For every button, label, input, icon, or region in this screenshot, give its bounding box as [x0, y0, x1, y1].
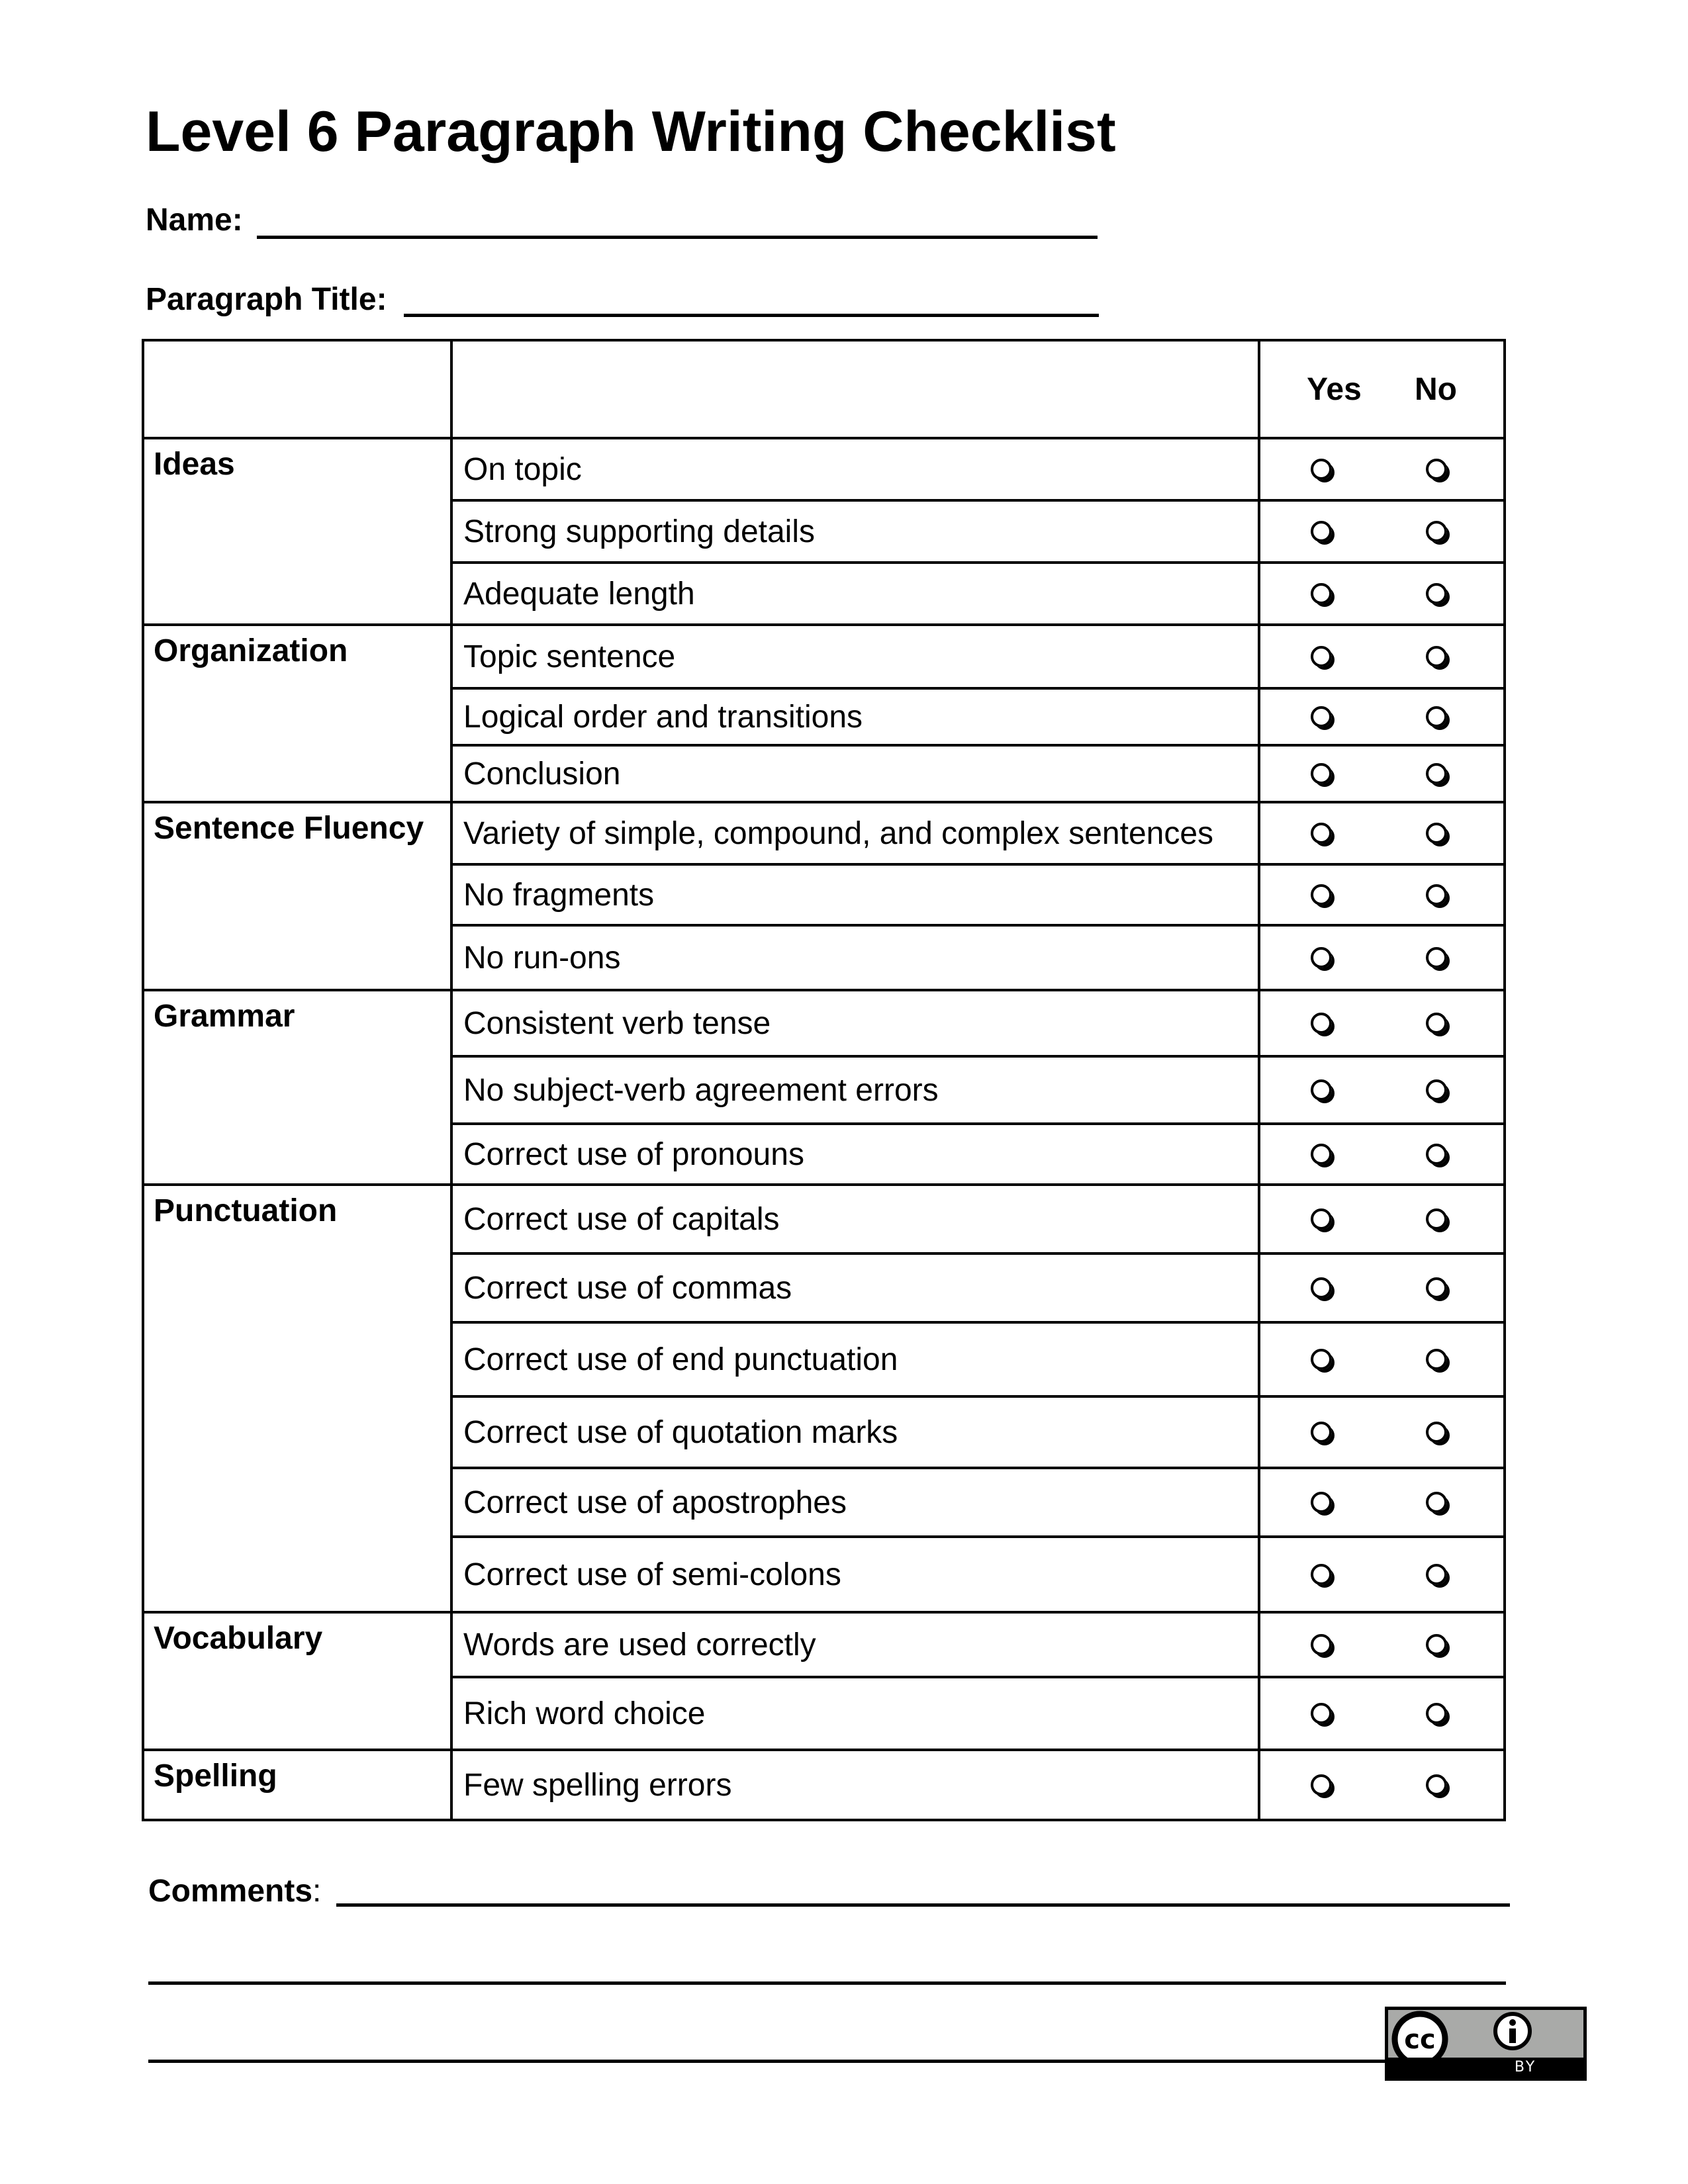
yes-no-options [1259, 1253, 1505, 1322]
yes-radio[interactable] [1311, 1564, 1332, 1585]
page-title: Level 6 Paragraph Writing Checklist [146, 100, 1116, 163]
yes-radio[interactable] [1311, 1774, 1332, 1796]
checklist-item: Adequate length [451, 563, 1259, 625]
no-radio[interactable] [1426, 706, 1447, 727]
no-radio[interactable] [1426, 1703, 1447, 1724]
category-label: Spelling [143, 1750, 451, 1820]
checklist-item: No fragments [451, 864, 1259, 925]
no-radio[interactable] [1426, 1079, 1447, 1101]
checklist-item: No subject-verb agreement errors [451, 1056, 1259, 1124]
yes-no-options [1259, 688, 1505, 745]
no-radio[interactable] [1426, 459, 1447, 480]
yes-no-options [1259, 1124, 1505, 1185]
no-radio[interactable] [1426, 1013, 1447, 1034]
yes-radio[interactable] [1311, 646, 1332, 667]
yes-no-options [1259, 1056, 1505, 1124]
no-radio[interactable] [1426, 521, 1447, 542]
yes-radio[interactable] [1311, 1634, 1332, 1655]
checklist-item: No run-ons [451, 925, 1259, 990]
header-blank-category [143, 340, 451, 438]
checklist-item: Strong supporting details [451, 500, 1259, 563]
checklist-item: On topic [451, 438, 1259, 500]
checklist-item: Correct use of semi-colons [451, 1537, 1259, 1612]
checklist-table [142, 339, 1506, 1821]
table-row [143, 990, 1505, 1056]
comments-line-3[interactable] [148, 2060, 1389, 2063]
yes-radio[interactable] [1311, 823, 1332, 844]
category-label: Organization [143, 625, 451, 802]
yes-radio[interactable] [1311, 884, 1332, 905]
yes-no-options [1259, 745, 1505, 802]
checklist-item: Topic sentence [451, 625, 1259, 688]
checklist-item: Correct use of quotation marks [451, 1396, 1259, 1468]
yes-no-options [1259, 1677, 1505, 1750]
yes-radio[interactable] [1311, 1492, 1332, 1513]
by-label: BY [1388, 2058, 1583, 2077]
yes-no-options [1259, 1185, 1505, 1253]
category-label: Vocabulary [143, 1612, 451, 1750]
no-radio[interactable] [1426, 1144, 1447, 1165]
name-label: Name: [146, 203, 243, 238]
yes-no-options [1259, 925, 1505, 990]
no-radio[interactable] [1426, 1277, 1447, 1298]
checklist-item: Consistent verb tense [451, 990, 1259, 1056]
no-radio[interactable] [1426, 947, 1447, 968]
checklist-item: Correct use of pronouns [451, 1124, 1259, 1185]
category-label: Punctuation [143, 1185, 451, 1612]
yes-no-options [1259, 1612, 1505, 1677]
checklist-item: Conclusion [451, 745, 1259, 802]
checklist-item: Words are used correctly [451, 1612, 1259, 1677]
table-row [143, 1750, 1505, 1820]
category-label: Sentence Fluency [143, 802, 451, 990]
yes-no-header [1259, 340, 1505, 438]
header-row [143, 340, 1505, 438]
checklist-item: Few spelling errors [451, 1750, 1259, 1820]
yes-no-options [1259, 500, 1505, 563]
table-row [143, 625, 1505, 688]
no-header: No [1414, 371, 1457, 407]
checklist-item: Logical order and transitions [451, 688, 1259, 745]
no-radio[interactable] [1426, 583, 1447, 604]
header-blank-item [451, 340, 1259, 438]
yes-radio[interactable] [1311, 459, 1332, 480]
yes-radio[interactable] [1311, 1277, 1332, 1298]
checklist-item: Correct use of capitals [451, 1185, 1259, 1253]
yes-radio[interactable] [1311, 1422, 1332, 1443]
checklist-item: Correct use of apostrophes [451, 1468, 1259, 1537]
cc-by-icon [1388, 2010, 1583, 2059]
checklist-item: Correct use of commas [451, 1253, 1259, 1322]
yes-radio[interactable] [1311, 1208, 1332, 1230]
yes-radio[interactable] [1311, 583, 1332, 604]
checklist-item: Rich word choice [451, 1677, 1259, 1750]
no-radio[interactable] [1426, 646, 1447, 667]
no-radio[interactable] [1426, 823, 1447, 844]
yes-radio[interactable] [1311, 1079, 1332, 1101]
comments-line-2[interactable] [148, 1981, 1506, 1985]
yes-radio[interactable] [1311, 1349, 1332, 1370]
yes-no-options [1259, 990, 1505, 1056]
yes-no-options [1259, 1322, 1505, 1396]
cc-text: cc [1404, 2025, 1436, 2055]
yes-no-options [1259, 864, 1505, 925]
checklist-item: Correct use of end punctuation [451, 1322, 1259, 1396]
yes-radio[interactable] [1311, 521, 1332, 542]
no-radio[interactable] [1426, 763, 1447, 784]
paragraph-title-field[interactable] [404, 314, 1099, 317]
comments-line-1[interactable] [336, 1903, 1510, 1907]
table-row [143, 1612, 1505, 1677]
yes-no-options [1259, 1468, 1505, 1537]
no-radio[interactable] [1426, 1422, 1447, 1443]
yes-header: Yes [1307, 371, 1362, 407]
table-row [143, 438, 1505, 500]
checklist-item: Variety of simple, compound, and complex sentences [451, 802, 1259, 864]
category-label: Ideas [143, 438, 451, 625]
yes-no-options [1259, 625, 1505, 688]
comments-label: Comments: [148, 1874, 322, 1909]
category-label: Grammar [143, 990, 451, 1185]
yes-no-options [1259, 563, 1505, 625]
yes-no-options [1259, 1396, 1505, 1468]
yes-radio[interactable] [1311, 706, 1332, 727]
yes-no-options [1259, 1537, 1505, 1612]
no-radio[interactable] [1426, 1774, 1447, 1796]
yes-radio[interactable] [1311, 947, 1332, 968]
yes-no-options [1259, 1750, 1505, 1820]
paragraph-title-label: Paragraph Title: [146, 282, 387, 317]
no-radio[interactable] [1426, 1634, 1447, 1655]
no-radio[interactable] [1426, 1564, 1447, 1585]
yes-radio[interactable] [1311, 1013, 1332, 1034]
yes-radio[interactable] [1311, 763, 1332, 784]
no-radio[interactable] [1426, 1492, 1447, 1513]
yes-no-options [1259, 438, 1505, 500]
no-radio[interactable] [1426, 884, 1447, 905]
name-field[interactable] [257, 236, 1098, 239]
no-radio[interactable] [1426, 1208, 1447, 1230]
table-row [143, 802, 1505, 864]
yes-no-options [1259, 802, 1505, 864]
no-radio[interactable] [1426, 1349, 1447, 1370]
yes-radio[interactable] [1311, 1703, 1332, 1724]
cc-by-license-badge [1385, 2007, 1587, 2081]
yes-radio[interactable] [1311, 1144, 1332, 1165]
table-row [143, 1185, 1505, 1253]
